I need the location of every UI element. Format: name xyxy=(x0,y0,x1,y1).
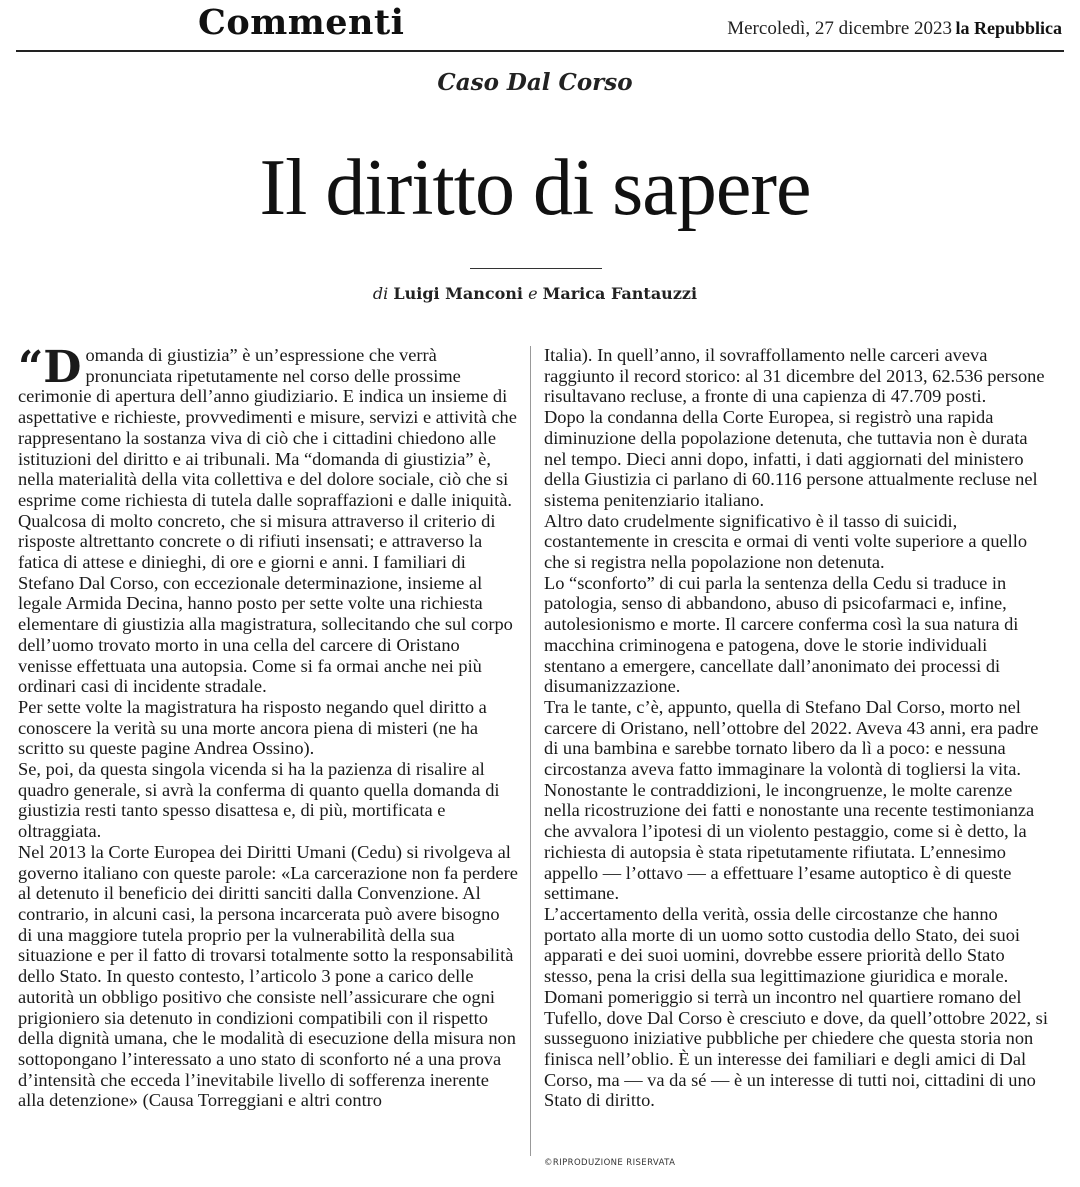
article-column-right xyxy=(544,345,1048,1111)
newspaper-name: la Repubblica xyxy=(955,18,1062,38)
paragraph: Dopo la condanna della Corte Europea, si registrò una rapida diminuzione della popolazione detenuta, che tuttavia non è durata nel tempo. Dieci anni dopo, infatti, i dati aggiornati del ministero della Giustizia ci parlano di 60.116 persone attualmente recluse nel sistema penitenziario italiano. xyxy=(544,407,1038,510)
article-column-left xyxy=(18,342,518,1111)
paragraph: Italia). In quell’anno, il sovraffollamento nelle carceri aveva raggiunto il record storico: al 31 dicembre del 2013, 62.536 persone risultavano recluse, a fronte di una capienza di 47.709 posti. xyxy=(544,345,1045,407)
article-kicker: Caso Dal Corso xyxy=(437,69,633,96)
paragraph: Lo “sconforto” di cui parla la sentenza della Cedu si traduce in patologia, senso di abbandono, abuso di psicofarmaci e, infine, autolesionismo e morte. Il carcere conferma così la sua natura di macchina criminogena e patogena, dove le storie individuali stentano a emergere, cancellate dall’anonimato dei processi di disumanizzazione. xyxy=(544,572,1019,697)
masthead xyxy=(0,0,1080,50)
byline-prefix: di xyxy=(372,284,389,303)
column-divider xyxy=(530,346,531,1156)
headline-divider xyxy=(470,268,602,269)
paragraph: Altro dato crudelmente significativo è il tasso di suicidi, costantemente in crescita e ormai di venti volte superiore a quello che si registra nella popolazione non detenuta. xyxy=(544,510,1028,573)
paragraph: Nel 2013 la Corte Europea dei Diritti Umani (Cedu) si rivolgeva al governo italiano con queste parole: «La carcerazione non fa perdere al detenuto il beneficio dei diritti sanciti dalla Convenzione. Al contrario, in alcuni casi, la persona incarcerata può avere bisogno di una maggiore tutela proprio per la vulnerabilità della sua situazione e per il fatto di trovarsi totalmente sotto la responsabilità dello Stato. In questo contesto, l’articolo 3 pone a carico delle autorità un obbligo positivo che consiste nell’assicurare che ogni prigioniero sia detenuto in condizioni compatibili con il rispetto della dignità umana, che le modalità di esecuzione della misura non sottopongano l’interessato a uno stato di sconforto né a una prova d’intensità che ecceda l’inevitabile livello di sofferenza inerente alla detenzione» (Causa Torreggiani e altri contro xyxy=(18,841,518,1111)
article-byline xyxy=(0,284,1070,303)
paragraph: Se, poi, da questa singola vicenda si ha la pazienza di risalire al quadro generale, si avrà la conferma di quanto quella domanda di giustizia resti tanto spesso disattesa e, di più, mortificata e oltraggiata. xyxy=(18,759,500,842)
article-headline: Il diritto di sapere xyxy=(259,144,811,232)
section-title: Commenti xyxy=(198,2,405,43)
byline-author-1: Luigi Manconi xyxy=(393,284,524,303)
paragraph: omanda di giustizia” è un’espressione che verrà pronunciata ripetutamente nel corso delle prossime cerimonie di apertura dell’anno giudiziario. E indica un insieme di aspettative e richieste, provvedimenti e misure, servizi e attività che rappresentano la sostanza viva di ciò che i cittadini chiedono alle istituzioni del diritto e ai tribunali. Ma “domanda di giustizia” è, nella materialità della vita collettiva e del dolore sociale, ciò che si esprime come richiesta di tutela dalle sopraffazioni e dalle iniquità. xyxy=(18,345,517,510)
paragraph: L’accertamento della verità, ossia delle circostanze che hanno portato alla morte di un uomo sotto custodia dello Stato, dei suoi apparati e dei suoi uomini, dovrebbe essere priorità dello Stato stesso, pena la crisi della sua legittimazione giuridica e morale. Domani pomeriggio si terrà un incontro nel quartiere romano del Tufello, dove Dal Corso è cresciuto e dove, da quell’ottobre 2022, si susseguono iniziative pubbliche per chiedere che questa storia non finisca nell’oblio. È un interesse dei familiari e degli amici di Dal Corso, ma — va da sé — è un interesse di tutti noi, cittadini di uno Stato di diritto. xyxy=(544,903,1048,1111)
paragraph: Nonostante le contraddizioni, le incongruenze, le molte carenze nella ricostruzione dei fatti e nonostante una recente testimonianza che avvalora l’ipotesi di un violento pestaggio, come si è detto, la richiesta di autopsia è stata ripetutamente rifiutata. L’ennesimo appello — l’ottavo — a effettuare l’esame autoptico è di queste settimane. xyxy=(544,779,1035,904)
paragraph: Per sette volte la magistratura ha risposto negando quel diritto a conoscere la verità su una morte ancora piena di misteri (ne ha scritto su queste pagine Andrea Ossino). xyxy=(18,696,487,759)
masthead-divider xyxy=(16,50,1064,52)
issue-date: Mercoledì, 27 dicembre 2023 xyxy=(727,18,952,39)
paragraph: Tra le tante, c’è, appunto, quella di Stefano Dal Corso, morto nel carcere di Oristano, nell’ottobre del 2022. Aveva 43 anni, era padre di una bambina e sarebbe tornato libero da lì a poco: e nessuna circostanza aveva fatto immaginare la volontà di togliersi la vita. xyxy=(544,696,1039,780)
byline-conjunction: e xyxy=(528,284,538,303)
byline-author-2: Marica Fantauzzi xyxy=(542,284,698,303)
paragraph: Qualcosa di molto concreto, che si misura attraverso il criterio di risposte altrettanto concrete o di rifiuti insensati; e attraverso la fatica di attese e dinieghi, di ore e giorni e anni. I familiari di Stefano Dal Corso, con eccezionale determinazione, insieme al legale Armida Decina, hanno posto per sette volte una richiesta elementare di giustizia alla magistratura, sollecitando che sul corpo dell’uomo trovato morto in una cella del carcere di Oristano venisse effettuata una autopsia. Come si fa ormai anche nei più ordinari casi di incidente stradale. xyxy=(18,510,513,697)
drop-cap: “D xyxy=(18,342,82,393)
copyright-notice: ©RIPRODUZIONE RISERVATA xyxy=(544,1158,676,1168)
